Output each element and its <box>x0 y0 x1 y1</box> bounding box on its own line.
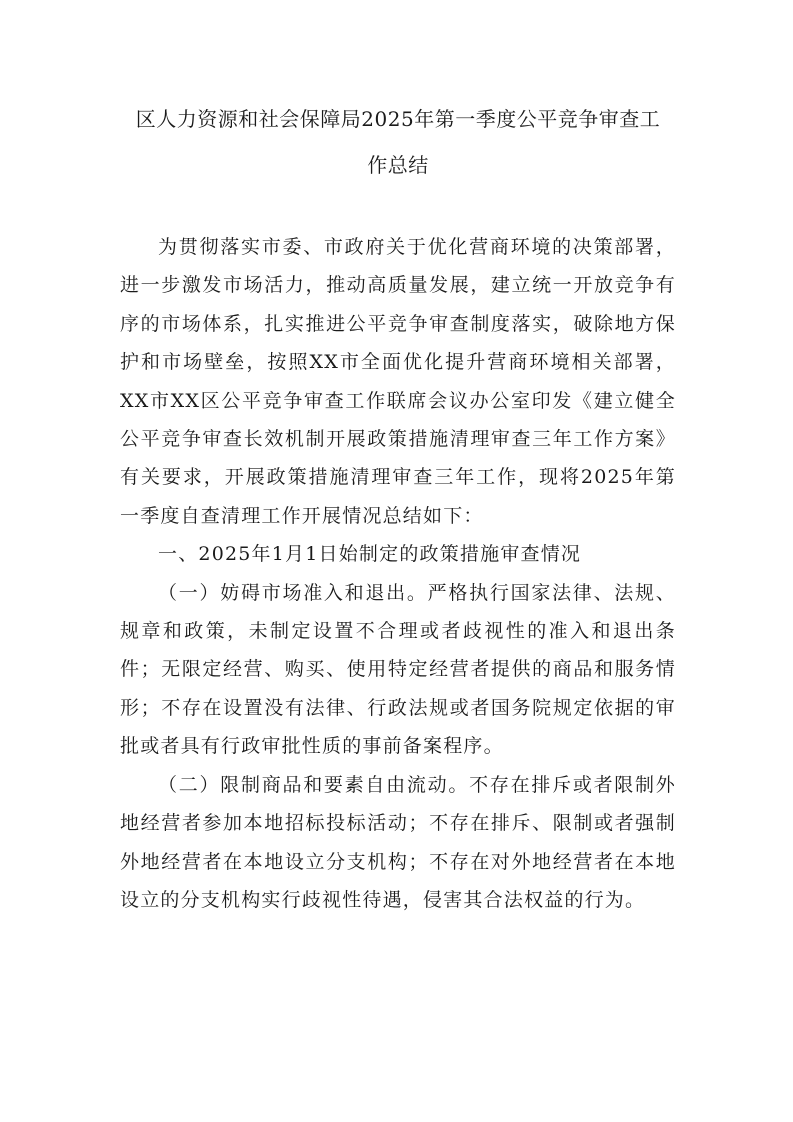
intro-paragraph: 为贯彻落实市委、市政府关于优化营商环境的决策部署，进一步激发市场活力，推动高质量发展，建立统一开放竞争有序的市场体系，扎实推进公平竞争审查制度落实，破除地方保护和市场壁垒，按照XX市全面优化提升营商环境相关部署，XX市XX区公平竞争审查工作联席会议办公室印发《建立健全公平竞争审查长效机制开展政策措施清理审查三年工作方案》有关要求，开展政策措施清理审查三年工作，现将2025年第一季度自查清理工作开展情况总结如下： <box>120 236 676 527</box>
title-line-1: 区人力资源和社会保障局2025年第一季度公平竞争审查工 <box>135 107 661 131</box>
document-body <box>120 228 676 919</box>
document-title <box>120 96 676 188</box>
section-heading-1: 一、2025年1月1日始制定的政策措施审查情况 <box>158 543 582 566</box>
title-line-2: 作总结 <box>367 153 429 177</box>
item-paragraph-2: （二）限制商品和要素自由流动。不存在排斥或者限制外地经营者参加本地招标投标活动；不存在排斥、限制或者强制外地经营者在本地设立分支机构；不存在对外地经营者在本地设立的分支机构实行歧视性待遇，侵害其合法权益的行为。 <box>120 773 676 911</box>
item-paragraph-1: （一）妨碍市场准入和退出。严格执行国家法律、法规、规章和政策，未制定设置不合理或者歧视性的准入和退出条件；无限定经营、购买、使用特定经营者提供的商品和服务情形；不存在设置没有法律、行政法规或者国务院规定依据的审批或者具有行政审批性质的事前备案程序。 <box>120 581 676 758</box>
